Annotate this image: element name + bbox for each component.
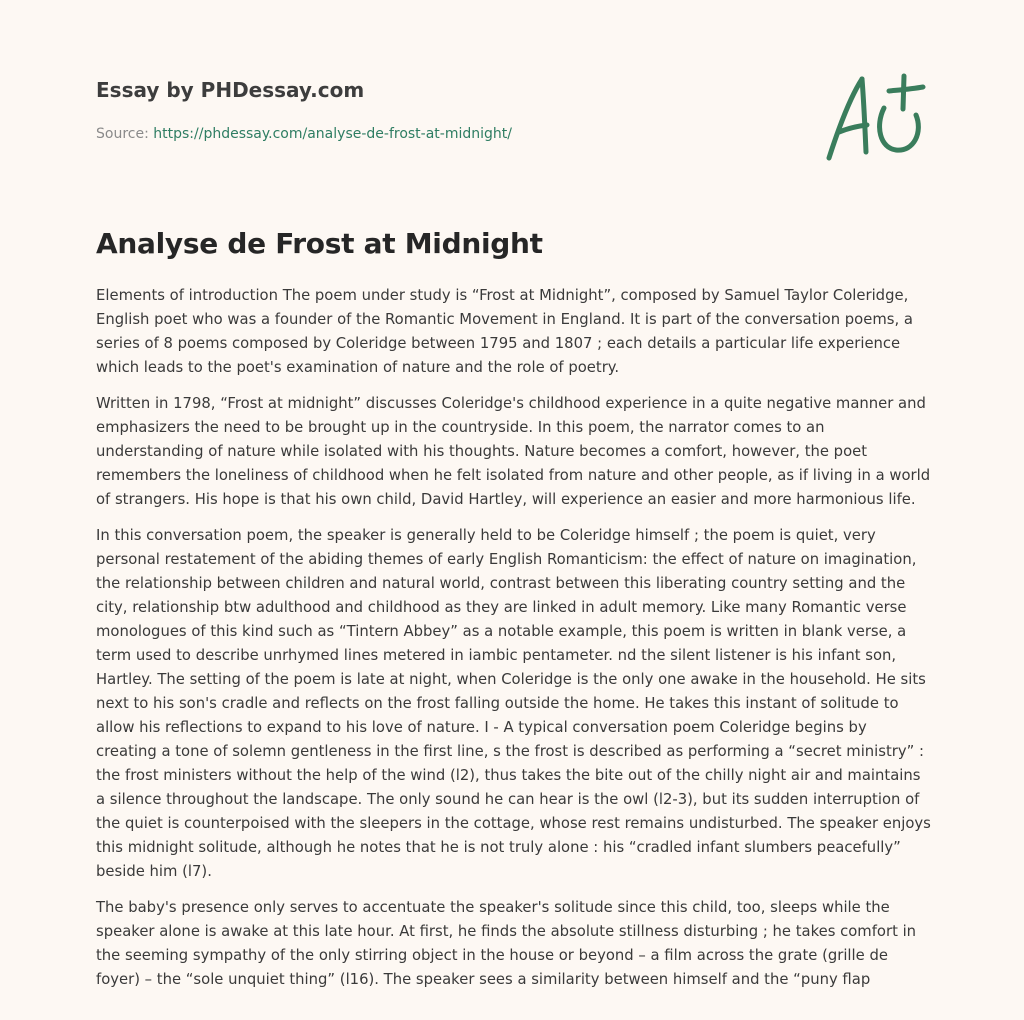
essay-header [96, 76, 796, 142]
paragraph: In this conversation poem, the speaker is generally held to be Coleridge himself ; the poem is quiet, very personal restatement of the abiding themes of early English Romanticism: the effect of nature on imagination, the relationship between children and natural world, contrast between this liberating country setting and the city, relationship btw adulthood and childhood as they are linked in adult memory. Like many Romantic verse monologues of this kind such as “Tintern Abbey” as a notable example, this poem is written in blank verse, a term used to describe unrhymed lines metered in iambic pentameter. nd the silent listener is his infant son, Hartley. The setting of the poem is late at night, when Coleridge is the only one awake in the household. He sits next to his son's cradle and reflects on the frost falling outside the home. He takes this instant of solitude to allow his reflections to expand to his love of nature. I - A typical conversation poem Coleridge begins by creating a tone of solemn gentleness in the first line, s the frost is described as performing a “secret ministry” : the frost ministers without the help of the wind (l2), thus takes the bite out of the chilly night air and maintains a silence throughout the landscape. The only sound he can hear is the owl (l2-3), but its sudden interruption of the quiet is counterpoised with the sleepers in the cottage, whose rest remains undisturbed. The speaker enjoys this midnight solitude, although he notes that he is not truly alone : his “cradled infant slumbers peacefully” beside him (l7). [96, 527, 931, 880]
a-letter-stroke-right [862, 79, 866, 152]
paragraph: Written in 1798, “Frost at midnight” discusses Coleridge's childhood experience in a quite negative manner and emphasizers the need to be brought up in the countryside. In this poem, the narrator comes to an understanding of nature while isolated with his thoughts. Nature becomes a comfort, however, the poet remembers the loneliness of childhood when he felt isolated from nature and other people, as if living in a world of strangers. His hope is that his own child, David Hartley, will experience an easier and more harmonious life. [96, 395, 931, 508]
essay-body [96, 284, 932, 1004]
plus-vertical-stroke [903, 76, 904, 109]
circle-stroke [880, 108, 919, 150]
site-brand: Essay by PHDessay.com [96, 78, 365, 102]
a-letter-stroke-left [829, 79, 862, 158]
plus-horizontal-stroke [889, 87, 923, 91]
source-label: Source: [96, 126, 149, 142]
source-line [96, 124, 512, 144]
paragraph: The baby's presence only serves to accentuate the speaker's solitude since this child, too, sleeps while the speaker alone is awake at this late hour. At first, he finds the absolute stillness disturbing ; he takes comfort in the seeming sympathy of the only stirring object in the house or beyond – a film across the grate (grille de foyer) – the “sole unquiet thing” (l16). The speaker sees a similarity between himself and the “puny flap [96, 899, 917, 988]
paragraph: Elements of introduction The poem under study is “Frost at Midnight”, composed by Samuel Taylor Coleridge, English poet who was a founder of the Romantic Movement in England. It is part of the conversation poems, a series of 8 poems composed by Coleridge between 1795 and 1807 ; each details a particular life experience which leads to the poet's examination of nature and the role of poetry. [96, 287, 913, 376]
essay-title: Analyse de Frost at Midnight [96, 227, 543, 260]
source-link[interactable]: https://phdessay.com/analyse-de-frost-at-midnight/ [153, 126, 512, 142]
a-plus-logo-icon [822, 66, 932, 166]
